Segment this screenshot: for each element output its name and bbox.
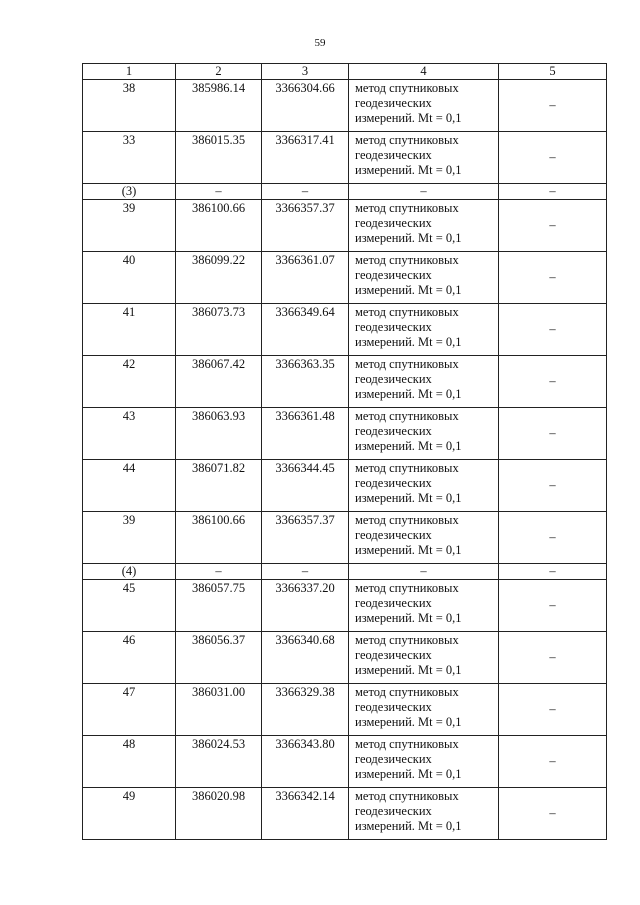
method-cell: метод спутниковых геодезических измерений. Mt = 0,1: [349, 788, 499, 840]
x-coordinate-cell: 386099.22: [176, 252, 262, 304]
x-coordinate-cell: –: [176, 184, 262, 200]
y-coordinate-cell: 3366317.41: [262, 132, 349, 184]
x-coordinate-cell: –: [176, 564, 262, 580]
y-coordinate-cell: 3366343.80: [262, 736, 349, 788]
table-row: [83, 408, 607, 460]
note-cell: –: [499, 80, 607, 132]
note-cell: –: [499, 684, 607, 736]
note-cell: –: [499, 460, 607, 512]
point-number-cell: 33: [83, 132, 176, 184]
method-cell: –: [349, 564, 499, 580]
method-cell: метод спутниковых геодезических измерений. Mt = 0,1: [349, 304, 499, 356]
point-number-cell: (3): [83, 184, 176, 200]
y-coordinate-cell: 3366304.66: [262, 80, 349, 132]
table-row: [83, 304, 607, 356]
contour-separator-row: [83, 564, 607, 580]
table-header-row: [83, 64, 607, 80]
table-row: [83, 80, 607, 132]
y-coordinate-cell: 3366357.37: [262, 200, 349, 252]
table-row: [83, 580, 607, 632]
y-coordinate-cell: 3366357.37: [262, 512, 349, 564]
note-cell: –: [499, 304, 607, 356]
y-coordinate-cell: 3366349.64: [262, 304, 349, 356]
point-number-cell: 42: [83, 356, 176, 408]
x-coordinate-cell: 386056.37: [176, 632, 262, 684]
column-header-2: 2: [176, 64, 262, 80]
page-number: 59: [314, 37, 326, 49]
y-coordinate-cell: 3366361.07: [262, 252, 349, 304]
note-cell: –: [499, 736, 607, 788]
point-number-cell: 38: [83, 80, 176, 132]
note-cell: –: [499, 788, 607, 840]
method-cell: метод спутниковых геодезических измерений. Mt = 0,1: [349, 132, 499, 184]
table-row: [83, 252, 607, 304]
method-cell: метод спутниковых геодезических измерений. Mt = 0,1: [349, 80, 499, 132]
note-cell: –: [499, 580, 607, 632]
point-number-cell: 39: [83, 200, 176, 252]
table-row: [83, 460, 607, 512]
coordinates-table: [82, 63, 607, 840]
table-row: [83, 632, 607, 684]
x-coordinate-cell: 386073.73: [176, 304, 262, 356]
method-cell: метод спутниковых геодезических измерений. Mt = 0,1: [349, 356, 499, 408]
method-cell: метод спутниковых геодезических измерений. Mt = 0,1: [349, 736, 499, 788]
y-coordinate-cell: –: [262, 564, 349, 580]
table-body: [83, 64, 607, 840]
x-coordinate-cell: 386024.53: [176, 736, 262, 788]
table-row: [83, 356, 607, 408]
table-row: [83, 512, 607, 564]
x-coordinate-cell: 385986.14: [176, 80, 262, 132]
contour-separator-row: [83, 184, 607, 200]
y-coordinate-cell: –: [262, 184, 349, 200]
y-coordinate-cell: 3366363.35: [262, 356, 349, 408]
table-row: [83, 132, 607, 184]
x-coordinate-cell: 386067.42: [176, 356, 262, 408]
note-cell: –: [499, 408, 607, 460]
y-coordinate-cell: 3366344.45: [262, 460, 349, 512]
note-cell: –: [499, 132, 607, 184]
point-number-cell: 39: [83, 512, 176, 564]
column-header-1: 1: [83, 64, 176, 80]
point-number-cell: 47: [83, 684, 176, 736]
method-cell: метод спутниковых геодезических измерений. Mt = 0,1: [349, 632, 499, 684]
note-cell: –: [499, 200, 607, 252]
note-cell: –: [499, 252, 607, 304]
x-coordinate-cell: 386020.98: [176, 788, 262, 840]
table-row: [83, 736, 607, 788]
method-cell: метод спутниковых геодезических измерений. Mt = 0,1: [349, 512, 499, 564]
column-header-4: 4: [349, 64, 499, 80]
column-header-5: 5: [499, 64, 607, 80]
y-coordinate-cell: 3366361.48: [262, 408, 349, 460]
note-cell: –: [499, 512, 607, 564]
method-cell: метод спутниковых геодезических измерений. Mt = 0,1: [349, 252, 499, 304]
point-number-cell: 40: [83, 252, 176, 304]
x-coordinate-cell: 386031.00: [176, 684, 262, 736]
point-number-cell: 45: [83, 580, 176, 632]
method-cell: метод спутниковых геодезических измерений. Mt = 0,1: [349, 460, 499, 512]
note-cell: –: [499, 564, 607, 580]
x-coordinate-cell: 386100.66: [176, 200, 262, 252]
table-row: [83, 200, 607, 252]
table-row: [83, 788, 607, 840]
point-number-cell: 41: [83, 304, 176, 356]
point-number-cell: 43: [83, 408, 176, 460]
table-row: [83, 684, 607, 736]
x-coordinate-cell: 386071.82: [176, 460, 262, 512]
method-cell: метод спутниковых геодезических измерений. Mt = 0,1: [349, 580, 499, 632]
point-number-cell: 49: [83, 788, 176, 840]
x-coordinate-cell: 386100.66: [176, 512, 262, 564]
method-cell: метод спутниковых геодезических измерений. Mt = 0,1: [349, 684, 499, 736]
method-cell: –: [349, 184, 499, 200]
note-cell: –: [499, 632, 607, 684]
x-coordinate-cell: 386057.75: [176, 580, 262, 632]
point-number-cell: 48: [83, 736, 176, 788]
point-number-cell: 46: [83, 632, 176, 684]
point-number-cell: (4): [83, 564, 176, 580]
x-coordinate-cell: 386015.35: [176, 132, 262, 184]
method-cell: метод спутниковых геодезических измерений. Mt = 0,1: [349, 408, 499, 460]
note-cell: –: [499, 184, 607, 200]
column-header-3: 3: [262, 64, 349, 80]
y-coordinate-cell: 3366342.14: [262, 788, 349, 840]
note-cell: –: [499, 356, 607, 408]
y-coordinate-cell: 3366329.38: [262, 684, 349, 736]
y-coordinate-cell: 3366337.20: [262, 580, 349, 632]
y-coordinate-cell: 3366340.68: [262, 632, 349, 684]
x-coordinate-cell: 386063.93: [176, 408, 262, 460]
point-number-cell: 44: [83, 460, 176, 512]
method-cell: метод спутниковых геодезических измерений. Mt = 0,1: [349, 200, 499, 252]
